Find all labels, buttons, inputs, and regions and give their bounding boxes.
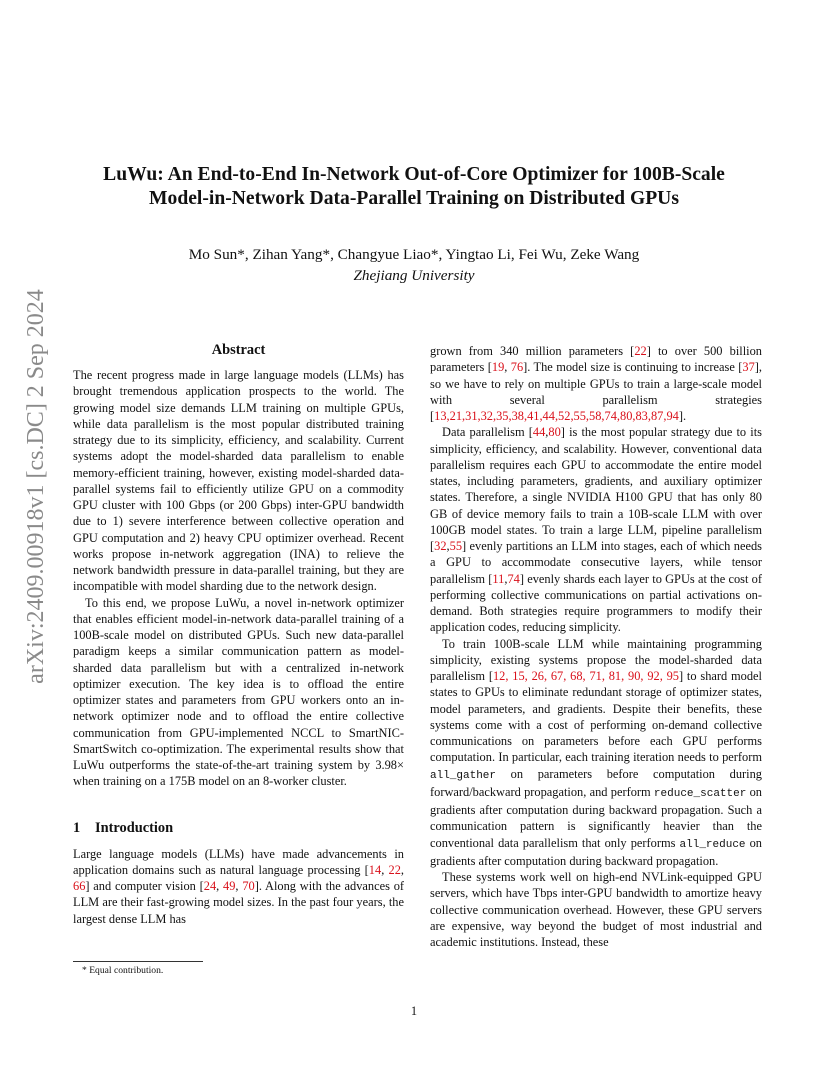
section-heading-introduction	[73, 819, 404, 837]
citation-link[interactable]: 22	[634, 344, 647, 358]
text-run: ] evenly partitions an LLM into stages, each of which needs a GPU to accommodate consecutive layers, while tensor parallelism [	[430, 539, 762, 586]
arxiv-identifier: arXiv:2409.00918v1 [cs.DC] 2 Sep 2024	[22, 288, 49, 684]
text-run: ] is the most popular strategy due to its simplicity, efficiency, and scalability. However, conventional data parallelism requires each GPU to accommodate the entire model states, including parameters, gradients, and auxiliary optimizer states. Therefore, a single NVIDIA H100 GPU that has only 80 GB of device memory fails to train a 10B-scale LLM with over 100GB model states. To train a large LLM, pipeline parallelism [	[430, 425, 762, 553]
text-run: ]. Along with the advances of LLM are their fast-growing model sizes. In the past four years, the largest dense LLM has	[73, 879, 405, 926]
inline-code: all_gather	[430, 769, 497, 782]
abstract-paragraph-1: The recent progress made in large language models (LLMs) has brought tremendous application prospects to the world. The growing model size demands LLM training on multiple GPUs, while data parallelism is the most popular distributed training strategy due to its simplicity, efficiency, and scalability. Current systems adopt the model-sharded data parallelism to enable memory-efficient training, however, existing model-sharded data-parallel systems fail to efficiently utilize GPU on a commodity GPU cluster with 100 Gbps (or 200 Gbps) inter-GPU bandwidth due to 1) severe interference between collective operation and GPU computation and 2) heavy CPU optimizer overhead. Recent works propose in-network aggregation (INA) to relieve the network bandwidth pressure in data-parallel training, but they are incompatible with model sharding due to the network design.	[73, 368, 404, 594]
intro-paragraph-3	[430, 636, 762, 870]
text-run: ].	[678, 409, 687, 423]
text-run: Data parallelism [	[442, 425, 533, 440]
text-run: ] evenly shards each layer to GPUs at the cost of performing collective communications on partial activations on-demand. Both strategies require programmers to modify their application codes, reducing simplicity.	[430, 571, 762, 635]
citation-link[interactable]: 22	[388, 862, 401, 877]
citation-link[interactable]: 37	[742, 360, 755, 375]
abstract-paragraph-2: To this end, we propose LuWu, a novel in-network optimizer that enables efficient model-in-network data-parallel training of a 100B-scale model on distributed GPUs. Such new data-parallel paradigm keeps a similar communication pattern as model-sharded data parallelism but with a centralized in-network optimizer execution. The key idea is to offload the entire optimizer states and parameters from GPU workers onto an in-network optimizer node and to offload the entire collective communication from GPU-implemented NCCL to SmartNIC-SmartSwitch co-optimization. The experimental results show that LuWu outperforms the state-of-the-art training system by 3.98× when training on a 175B model on an 8-worker cluster.	[73, 595, 404, 789]
text-run: grown from 340 million parameters [	[430, 344, 635, 358]
text-run: ] to over 500 billion parameters [	[430, 344, 762, 375]
text-run: on gradients after computation during backward propagation. Such a communication pattern is significantly heavier than the conventional data parallelism that only performs	[430, 784, 762, 850]
right-column	[430, 343, 762, 950]
citation-link[interactable]: 12, 15, 26, 67, 68, 71, 81, 90, 92, 95	[492, 669, 679, 683]
citation-link[interactable]: 76	[510, 360, 524, 375]
text-run: ]. The model size is continuing to increase [	[523, 360, 743, 375]
text-run: To train 100B-scale LLM while maintaining programming simplicity, existing systems propose the model-sharded data parallelism [	[430, 636, 762, 683]
section-title: Introduction	[95, 819, 174, 836]
intro-paragraph-1-continued: grown from 340 million parameters [22] to over 500 billion parameters [19, 76]. The model size is continuing to increase [37], so we have to rely on multiple GPUs to train a large-scale model with several parallelism strategies [13,21,31,32,35,38,41,44,52,55,58,74,80,83,87,94].	[430, 344, 763, 423]
title-line-2: Model-in-Network Data-Parallel Training on Distributed GPUs	[149, 188, 679, 209]
text-run: ], so we have to rely on multiple GPUs to train a large-scale model with several parallelism strategies [	[430, 360, 763, 423]
text-run: on gradients after computation during backward propagation.	[430, 835, 763, 868]
citation-link[interactable]: 66	[73, 879, 86, 893]
citation-link[interactable]: 55	[449, 539, 463, 553]
citation-link[interactable]: 74	[507, 571, 520, 586]
citation-link[interactable]: 80	[548, 425, 561, 440]
title-line-1: LuWu: An End-to-End In-Network Out-of-Core Optimizer for 100B-Scale	[103, 164, 725, 185]
intro-paragraph-2: Data parallelism [44,80] is the most popular strategy due to its simplicity, efficiency, and scalability. However, conventional data parallelism requires each GPU to accommodate the entire model states, including parameters, gradients, and auxiliary optimizer states. Therefore, a single NVIDIA H100 GPU that has only 80 GB of device memory fails to train a 10B-scale LLM with over 100GB model states. To train a large LLM, pipeline parallelism [32,55] evenly partitions an LLM into stages, each of which needs a GPU to accommodate consecutive layers, while tensor parallelism [11,74] evenly shards each layer to GPUs at the cost of performing collective communications on partial activations on-demand. Both strategies require programmers to modify their application codes, reducing simplicity.	[430, 425, 762, 635]
abstract-heading: Abstract	[211, 342, 266, 358]
inline-code: all_reduce	[679, 838, 746, 851]
affiliation: Zhejiang University	[353, 267, 475, 284]
citation-link[interactable]: 49	[223, 879, 236, 893]
citation-link[interactable]: 44	[532, 425, 546, 440]
text-run: ] to shard model states to GPUs to eliminate redundant storage of optimizer states, model parameters, and gradients. Despite their benefits, these systems come with a cost of performing on-demand collective communications on parameters before each GPU performs computation. In particular, each training iteration needs to perform	[430, 669, 762, 765]
citation-link[interactable]: 32	[434, 539, 447, 553]
citation-link[interactable]: 19	[491, 360, 505, 375]
paper-title	[60, 163, 768, 211]
text-run: Large language models (LLMs) have made advancements in application domains such as natural language processing [	[73, 846, 404, 877]
arxiv-identifier-stamp	[20, 288, 52, 684]
page-number: 1	[410, 1004, 418, 1018]
inline-code: reduce_scatter	[653, 787, 747, 800]
footnote: * Equal contribution.	[82, 965, 164, 976]
citation-link[interactable]: 13,21,31,32,35,38,41,44,52,55,58,74,80,83,87,94	[434, 409, 679, 423]
section-number: 1	[73, 819, 81, 836]
citation-link[interactable]: 11	[492, 571, 505, 586]
citation-link[interactable]: 70	[242, 879, 255, 893]
text-run: ] and computer vision [	[85, 879, 204, 893]
author-list: Mo Sun*, Zihan Yang*, Changyue Liao*, Yingtao Li, Fei Wu, Zeke Wang	[188, 246, 640, 263]
intro-paragraph-4: These systems work well on high-end NVLink-equipped GPU servers, which have Tbps inter-GPU bandwidth to amortize heavy collective communication overhead. However, these GPU servers are expensive, way beyond the budget of most industrial and academic institutions. Instead, these	[430, 870, 762, 949]
citation-link[interactable]: 24	[203, 879, 217, 893]
text-run: on parameters before computation during forward/backward propagation, and perform	[430, 766, 762, 799]
left-column	[73, 341, 404, 927]
footnote-rule	[73, 961, 203, 962]
citation-link[interactable]: 14	[368, 862, 382, 877]
intro-paragraph-1: Large language models (LLMs) have made advancements in application domains such as natural language processing [14, 22, 66] and computer vision [24, 49, 70]. Along with the advances of LLM are their fast-growing model sizes. In the past four years, the largest dense LLM has	[73, 846, 405, 926]
